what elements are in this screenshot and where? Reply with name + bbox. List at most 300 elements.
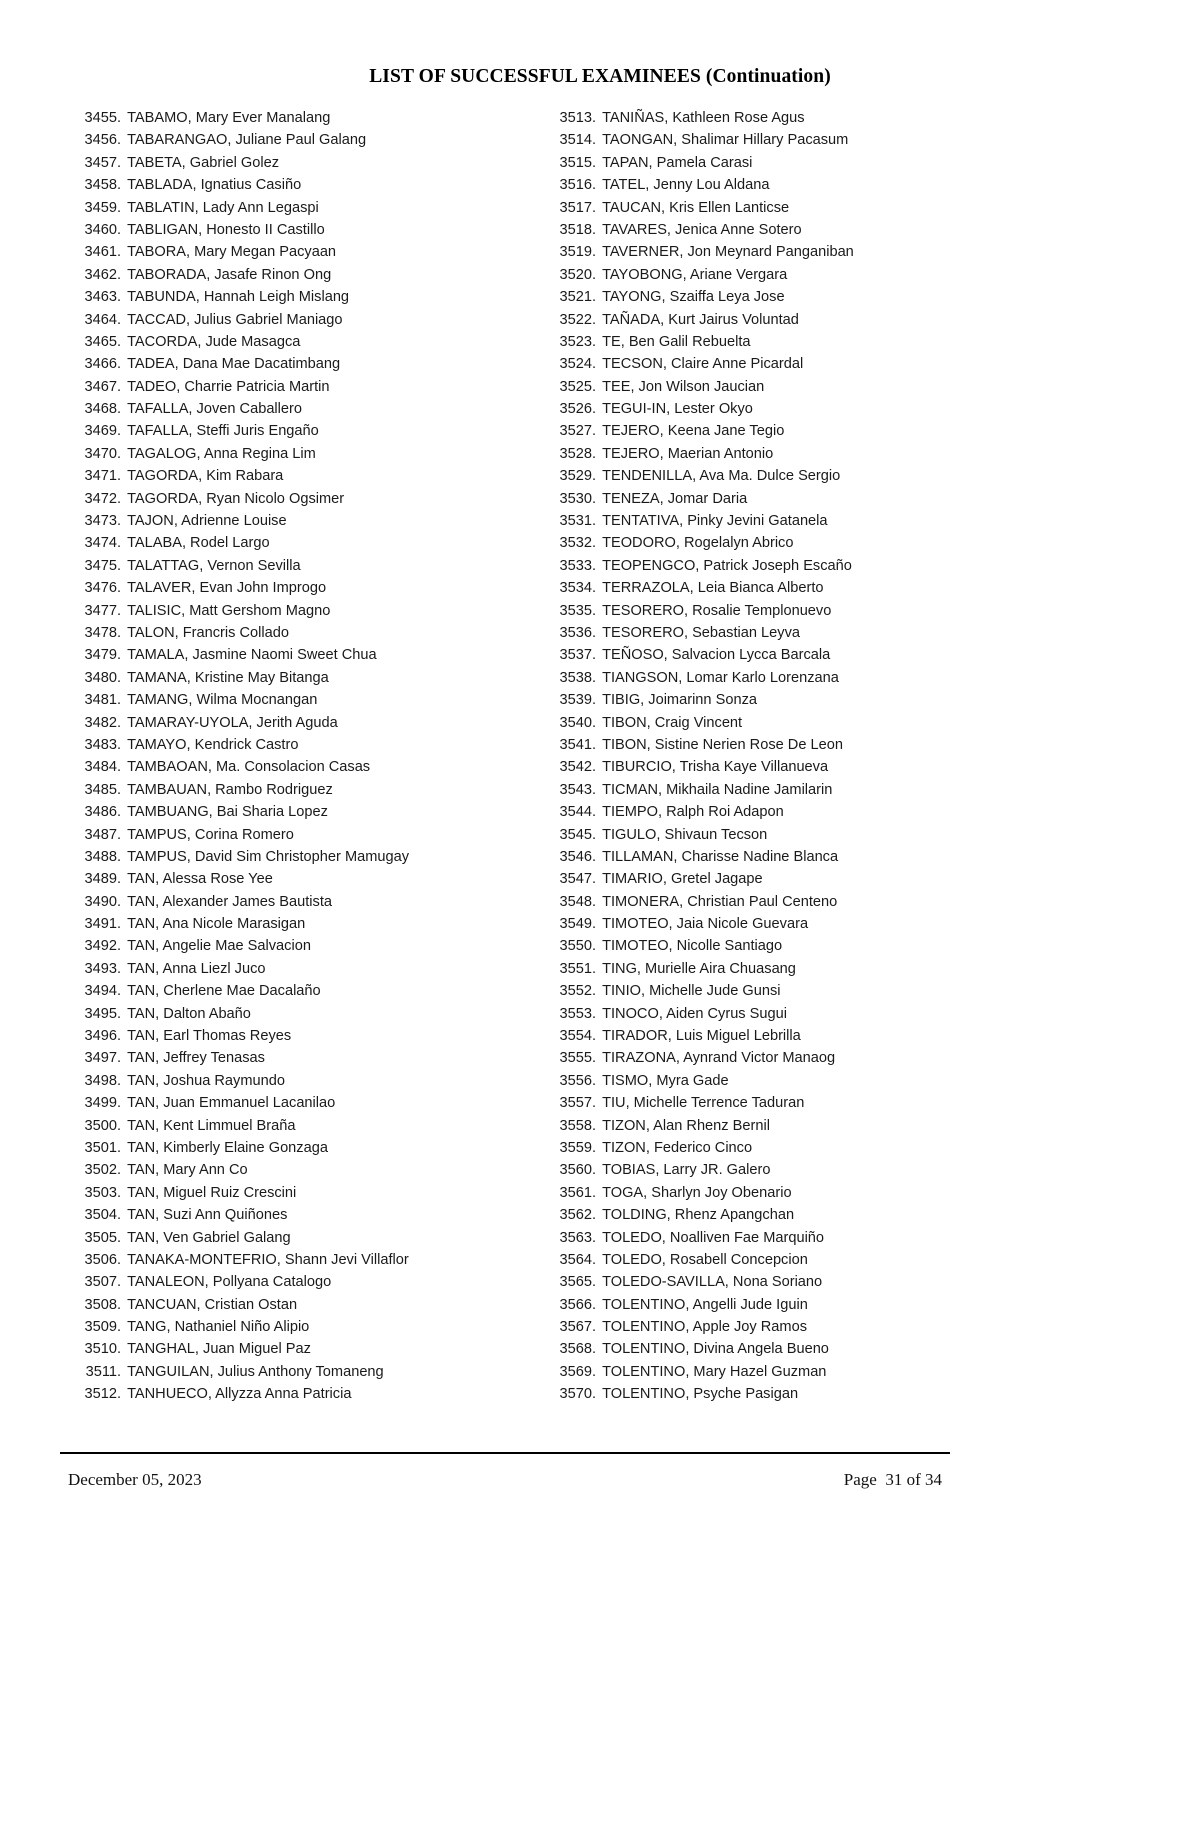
examinee-entry bbox=[543, 868, 1003, 890]
examinee-name: TABLATIN, Lady Ann Legaspi bbox=[127, 199, 319, 216]
examinee-name: TEJERO, Maerian Antonio bbox=[602, 445, 774, 462]
examinee-entry bbox=[543, 510, 1003, 532]
examinee-entry bbox=[68, 465, 508, 487]
examinee-number-separator: . bbox=[592, 602, 597, 619]
examinee-number-separator: . bbox=[117, 826, 122, 843]
examinee-number-separator: . bbox=[592, 1072, 597, 1089]
examinee-entry bbox=[68, 353, 508, 375]
examinee-number: 3460 bbox=[84, 221, 117, 238]
examinee-number: 3529 bbox=[559, 468, 592, 485]
examinee-number-separator: . bbox=[592, 289, 597, 306]
examinee-number: 3521 bbox=[559, 289, 592, 306]
examinee-entry bbox=[68, 1025, 508, 1047]
examinee-number: 3543 bbox=[559, 781, 592, 798]
examinee-name: TAYONG, Szaiffa Leya Jose bbox=[602, 289, 785, 306]
examinee-name: TAMALA, Jasmine Naomi Sweet Chua bbox=[127, 647, 377, 664]
examinee-entry bbox=[543, 152, 1003, 174]
examinee-number: 3465 bbox=[84, 333, 117, 350]
examinee-name: TOGA, Sharlyn Joy Obenario bbox=[602, 1184, 792, 1201]
examinee-number: 3528 bbox=[559, 445, 592, 462]
examinee-entry bbox=[68, 1204, 508, 1226]
examinee-number: 3488 bbox=[84, 848, 117, 865]
examinee-number-separator: . bbox=[117, 356, 122, 373]
examinee-number-separator: . bbox=[592, 333, 597, 350]
examinee-name: TAYOBONG, Ariane Vergara bbox=[602, 266, 788, 283]
examinee-number-separator: . bbox=[117, 513, 122, 530]
examinee-number-separator: . bbox=[592, 423, 597, 440]
examinee-name: TAN, Anna Liezl Juco bbox=[127, 960, 266, 977]
examinee-number: 3470 bbox=[84, 445, 117, 462]
examinee-name: TING, Murielle Aira Chuasang bbox=[602, 960, 796, 977]
examinee-name: TAÑADA, Kurt Jairus Voluntad bbox=[602, 311, 799, 328]
examinee-entry bbox=[68, 1137, 508, 1159]
examinee-number: 3560 bbox=[559, 1162, 592, 1179]
examinee-number: 3551 bbox=[559, 960, 592, 977]
examinee-number: 3519 bbox=[559, 244, 592, 261]
examinee-entry bbox=[543, 1070, 1003, 1092]
examinee-name: TOLENTINO, Angelli Jude Iguin bbox=[602, 1296, 808, 1313]
examinee-entry bbox=[68, 152, 508, 174]
examinee-number-separator: . bbox=[592, 266, 597, 283]
examinee-number: 3468 bbox=[84, 401, 117, 418]
examinee-entry bbox=[543, 1383, 1003, 1405]
examinee-number-separator: . bbox=[592, 1229, 597, 1246]
examinee-entry bbox=[68, 958, 508, 980]
examinee-number: 3476 bbox=[84, 580, 117, 597]
examinee-number-separator: . bbox=[592, 557, 597, 574]
examinee-number: 3475 bbox=[84, 557, 117, 574]
examinee-entry bbox=[543, 1182, 1003, 1204]
examinee-name: TIRAZONA, Aynrand Victor Manaog bbox=[602, 1050, 836, 1067]
examinee-number: 3508 bbox=[84, 1296, 117, 1313]
examinee-entry bbox=[543, 353, 1003, 375]
examinee-number-separator: . bbox=[592, 647, 597, 664]
examinee-entry bbox=[68, 1159, 508, 1181]
examinee-number: 3503 bbox=[84, 1184, 117, 1201]
examinee-number-separator: . bbox=[117, 960, 122, 977]
examinee-entry bbox=[68, 667, 508, 689]
examinee-name: TALAVER, Evan John Improgo bbox=[127, 580, 327, 597]
examinee-number: 3531 bbox=[559, 513, 592, 530]
examinee-number-separator: . bbox=[592, 1341, 597, 1358]
examinee-number-separator: . bbox=[117, 714, 122, 731]
examinee-number-separator: . bbox=[117, 154, 122, 171]
examinee-number: 3485 bbox=[84, 781, 117, 798]
examinee-number: 3499 bbox=[84, 1095, 117, 1112]
examinee-number-separator: . bbox=[117, 647, 122, 664]
examinee-number: 3547 bbox=[559, 871, 592, 888]
examinee-name: TESORERO, Rosalie Templonuevo bbox=[602, 602, 832, 619]
examinee-number: 3526 bbox=[559, 401, 592, 418]
examinee-name: TAN, Alexander James Bautista bbox=[127, 893, 333, 910]
examinee-number-separator: . bbox=[592, 177, 597, 194]
examinee-number-separator: . bbox=[592, 848, 597, 865]
examinee-name: TAMBAUAN, Rambo Rodriguez bbox=[127, 781, 333, 798]
examinee-number: 3570 bbox=[559, 1386, 592, 1403]
examinee-entry bbox=[68, 555, 508, 577]
examinee-number: 3511 bbox=[85, 1363, 117, 1380]
examinee-number: 3491 bbox=[84, 916, 117, 933]
examinee-number-separator: . bbox=[592, 445, 597, 462]
examinee-entry bbox=[68, 264, 508, 286]
examinee-number-separator: . bbox=[117, 1207, 122, 1224]
examinee-number: 3496 bbox=[84, 1028, 117, 1045]
examinee-number-separator: . bbox=[117, 938, 122, 955]
examinee-number: 3554 bbox=[559, 1028, 592, 1045]
examinee-entry bbox=[543, 219, 1003, 241]
examinee-name: TINIO, Michelle Jude Gunsi bbox=[602, 983, 781, 1000]
examinee-entry bbox=[68, 219, 508, 241]
examinee-number: 3525 bbox=[559, 378, 592, 395]
examinee-number-separator: . bbox=[592, 1274, 597, 1291]
examinee-name: TAN, Dalton Abaño bbox=[127, 1005, 251, 1022]
examinee-entry bbox=[543, 129, 1003, 151]
examinee-name: TICMAN, Mikhaila Nadine Jamilarin bbox=[602, 781, 833, 798]
examinee-entry bbox=[543, 1137, 1003, 1159]
examinee-number: 3552 bbox=[559, 983, 592, 1000]
examinee-entry bbox=[543, 1361, 1003, 1383]
examinee-entry bbox=[68, 846, 508, 868]
examinee-number-separator: . bbox=[592, 221, 597, 238]
examinee-number: 3536 bbox=[559, 624, 592, 641]
examinee-entry bbox=[68, 488, 508, 510]
examinee-number: 3501 bbox=[84, 1139, 117, 1156]
examinee-number: 3544 bbox=[559, 804, 592, 821]
examinee-number-separator: . bbox=[117, 1162, 122, 1179]
examinee-name: TENTATIVA, Pinky Jevini Gatanela bbox=[602, 513, 828, 530]
examinee-entry bbox=[68, 241, 508, 263]
examinee-number: 3474 bbox=[84, 535, 117, 552]
examinee-name: TIEMPO, Ralph Roi Adapon bbox=[602, 804, 784, 821]
examinee-name: TALATTAG, Vernon Sevilla bbox=[127, 557, 301, 574]
examinee-number: 3558 bbox=[559, 1117, 592, 1134]
examinee-number-separator: . bbox=[592, 624, 597, 641]
examinee-name: TADEA, Dana Mae Dacatimbang bbox=[127, 356, 341, 373]
examinee-name: TOLEDO, Noalliven Fae Marquiño bbox=[602, 1229, 825, 1246]
examinee-number: 3461 bbox=[84, 244, 117, 261]
examinee-name: TABAMO, Mary Ever Manalang bbox=[127, 110, 331, 126]
examinee-number: 3463 bbox=[84, 289, 117, 306]
examinee-number: 3487 bbox=[84, 826, 117, 843]
examinee-entry bbox=[543, 1294, 1003, 1316]
examinee-entry bbox=[68, 398, 508, 420]
examinee-entry bbox=[68, 644, 508, 666]
examinee-name: TABLIGAN, Honesto II Castillo bbox=[127, 221, 325, 238]
examinee-name: TOLENTINO, Divina Angela Bueno bbox=[602, 1341, 829, 1358]
examinee-number-separator: . bbox=[592, 490, 597, 507]
examinee-entry bbox=[543, 376, 1003, 398]
examinee-number-separator: . bbox=[117, 1274, 122, 1291]
examinee-column-right bbox=[543, 107, 1003, 1406]
examinee-number: 3533 bbox=[559, 557, 592, 574]
examinee-name: TAGALOG, Anna Regina Lim bbox=[127, 445, 316, 462]
examinee-entry bbox=[543, 689, 1003, 711]
footer-divider bbox=[60, 1452, 950, 1454]
examinee-entry bbox=[68, 1271, 508, 1293]
examinee-entry bbox=[543, 1227, 1003, 1249]
examinee-number: 3550 bbox=[559, 938, 592, 955]
examinee-number-separator: . bbox=[117, 1229, 122, 1246]
examinee-number: 3556 bbox=[559, 1072, 592, 1089]
examinee-entry bbox=[543, 913, 1003, 935]
examinee-number-separator: . bbox=[592, 714, 597, 731]
examinee-number: 3478 bbox=[84, 624, 117, 641]
examinee-number: 3484 bbox=[84, 759, 117, 776]
examinee-number: 3569 bbox=[559, 1363, 592, 1380]
examinee-name: TIMONERA, Christian Paul Centeno bbox=[602, 893, 838, 910]
examinee-entry bbox=[68, 286, 508, 308]
examinee-entry bbox=[543, 1092, 1003, 1114]
examinee-name: TALABA, Rodel Largo bbox=[127, 535, 270, 552]
examinee-entry bbox=[543, 488, 1003, 510]
examinee-entry bbox=[68, 1182, 508, 1204]
examinee-name: TOBIAS, Larry JR. Galero bbox=[602, 1162, 771, 1179]
examinee-number-separator: . bbox=[117, 289, 122, 306]
examinee-entry bbox=[68, 1092, 508, 1114]
examinee-number-separator: . bbox=[117, 1005, 122, 1022]
examinee-number-separator: . bbox=[117, 804, 122, 821]
examinee-name: TIGULO, Shivaun Tecson bbox=[602, 826, 768, 843]
examinee-number-separator: . bbox=[117, 1341, 122, 1358]
examinee-number-separator: . bbox=[592, 1251, 597, 1268]
examinee-entry bbox=[543, 1316, 1003, 1338]
examinee-name: TACCAD, Julius Gabriel Maniago bbox=[127, 311, 343, 328]
examinee-name: TABLADA, Ignatius Casiño bbox=[127, 177, 302, 194]
examinee-entry bbox=[68, 756, 508, 778]
examinee-number: 3559 bbox=[559, 1139, 592, 1156]
examinee-name: TAONGAN, Shalimar Hillary Pacasum bbox=[602, 132, 849, 149]
examinee-name: TAMBAOAN, Ma. Consolacion Casas bbox=[127, 759, 371, 776]
examinee-number: 3486 bbox=[84, 804, 117, 821]
examinee-number: 3535 bbox=[559, 602, 592, 619]
examinee-number-separator: . bbox=[592, 938, 597, 955]
examinee-number-separator: . bbox=[592, 983, 597, 1000]
examinee-number: 3471 bbox=[84, 468, 117, 485]
examinee-number: 3524 bbox=[559, 356, 592, 373]
examinee-number: 3564 bbox=[559, 1251, 592, 1268]
examinee-name: TALON, Francris Collado bbox=[127, 624, 289, 641]
examinee-number: 3462 bbox=[84, 266, 117, 283]
examinee-name: TOLENTINO, Psyche Pasigan bbox=[602, 1386, 799, 1403]
examinee-name: TERRAZOLA, Leia Bianca Alberto bbox=[602, 580, 824, 597]
examinee-name: TOLENTINO, Mary Hazel Guzman bbox=[602, 1363, 827, 1380]
examinee-name: TALISIC, Matt Gershom Magno bbox=[127, 602, 331, 619]
examinee-number: 3555 bbox=[559, 1050, 592, 1067]
examinee-number: 3509 bbox=[84, 1319, 117, 1336]
examinee-entry bbox=[543, 398, 1003, 420]
examinee-name: TIMOTEO, Jaia Nicole Guevara bbox=[602, 916, 809, 933]
examinee-name: TAGORDA, Kim Rabara bbox=[127, 468, 284, 485]
examinee-number-separator: . bbox=[117, 759, 122, 776]
examinee-name: TABORADA, Jasafe Rinon Ong bbox=[127, 266, 332, 283]
examinee-name: TANG, Nathaniel Niño Alipio bbox=[127, 1319, 310, 1336]
examinee-number: 3504 bbox=[84, 1207, 117, 1224]
examinee-entry bbox=[68, 935, 508, 957]
examinee-number-separator: . bbox=[117, 468, 122, 485]
examinee-number: 3469 bbox=[84, 423, 117, 440]
examinee-number: 3505 bbox=[84, 1229, 117, 1246]
examinee-number-separator: . bbox=[117, 1386, 122, 1403]
examinee-entry bbox=[543, 1338, 1003, 1360]
examinee-number-separator: . bbox=[592, 759, 597, 776]
examinee-number: 3516 bbox=[559, 177, 592, 194]
examinee-number-separator: . bbox=[592, 110, 597, 126]
examinee-name: TAMANG, Wilma Mocnangan bbox=[127, 692, 318, 709]
examinee-entry bbox=[68, 1338, 508, 1360]
examinee-entry bbox=[543, 667, 1003, 689]
examinee-entry bbox=[543, 846, 1003, 868]
examinee-entry bbox=[68, 622, 508, 644]
examinee-name: TAN, Jeffrey Tenasas bbox=[127, 1050, 265, 1067]
examinee-number: 3522 bbox=[559, 311, 592, 328]
examinee-entry bbox=[543, 555, 1003, 577]
examinee-name: TABUNDA, Hannah Leigh Mislang bbox=[127, 289, 350, 306]
examinee-number-separator: . bbox=[117, 736, 122, 753]
examinee-number-separator: . bbox=[117, 983, 122, 1000]
examinee-number-separator: . bbox=[592, 1028, 597, 1045]
examinee-number: 3456 bbox=[84, 132, 117, 149]
examinee-name: TIRADOR, Luis Miguel Lebrilla bbox=[602, 1028, 801, 1045]
examinee-number: 3493 bbox=[84, 960, 117, 977]
examinee-name: TOLEDO, Rosabell Concepcion bbox=[602, 1251, 808, 1268]
examinee-name: TANCUAN, Cristian Ostan bbox=[127, 1296, 298, 1313]
examinee-number-separator: . bbox=[592, 1117, 597, 1134]
examinee-name: TANAKA-MONTEFRIO, Shann Jevi Villaflor bbox=[127, 1251, 409, 1268]
examinee-number: 3515 bbox=[559, 154, 592, 171]
examinee-number: 3472 bbox=[84, 490, 117, 507]
examinee-number: 3562 bbox=[559, 1207, 592, 1224]
examinee-number-separator: . bbox=[592, 669, 597, 686]
examinee-number-separator: . bbox=[592, 580, 597, 597]
examinee-number-separator: . bbox=[117, 1095, 122, 1112]
examinee-number-separator: . bbox=[592, 960, 597, 977]
examinee-number: 3481 bbox=[84, 692, 117, 709]
examinee-number-separator: . bbox=[117, 624, 122, 641]
examinee-entry bbox=[543, 1115, 1003, 1137]
examinee-number: 3540 bbox=[559, 714, 592, 731]
examinee-number: 3537 bbox=[559, 647, 592, 664]
examinee-number-separator: . bbox=[117, 378, 122, 395]
examinee-entry bbox=[543, 577, 1003, 599]
footer-page-number: Page 31 of 34 bbox=[843, 1470, 942, 1489]
examinee-entry bbox=[68, 824, 508, 846]
examinee-entry bbox=[543, 286, 1003, 308]
examinee-name: TABETA, Gabriel Golez bbox=[127, 154, 279, 171]
examinee-number-separator: . bbox=[117, 401, 122, 418]
examinee-name: TAMARAY-UYOLA, Jerith Aguda bbox=[127, 714, 338, 731]
examinee-entry bbox=[68, 1003, 508, 1025]
examinee-entry bbox=[543, 734, 1003, 756]
examinee-entry bbox=[68, 891, 508, 913]
examinee-number-separator: . bbox=[592, 1386, 597, 1403]
examinee-name: TAMBUANG, Bai Sharia Lopez bbox=[127, 804, 328, 821]
examinee-entry bbox=[68, 510, 508, 532]
examinee-number-separator: . bbox=[117, 535, 122, 552]
examinee-number: 3490 bbox=[84, 893, 117, 910]
examinee-number: 3565 bbox=[559, 1274, 592, 1291]
examinee-entry bbox=[543, 891, 1003, 913]
examinee-name: TIZON, Federico Cinco bbox=[602, 1139, 753, 1156]
examinee-name: TAFALLA, Steffi Juris Engaño bbox=[127, 423, 319, 440]
examinee-name: TAUCAN, Kris Ellen Lanticse bbox=[602, 199, 790, 216]
examinee-number-separator: . bbox=[117, 1028, 122, 1045]
examinee-number: 3513 bbox=[559, 110, 592, 126]
examinee-name: TAMPUS, Corina Romero bbox=[127, 826, 294, 843]
examinee-entry bbox=[68, 376, 508, 398]
examinee-number-separator: . bbox=[592, 356, 597, 373]
examinee-name: TAJON, Adrienne Louise bbox=[127, 513, 287, 530]
examinee-number-separator: . bbox=[117, 871, 122, 888]
examinee-number-separator: . bbox=[592, 513, 597, 530]
examinee-entry bbox=[68, 309, 508, 331]
examinee-number: 3534 bbox=[559, 580, 592, 597]
examinee-entry bbox=[543, 331, 1003, 353]
examinee-number-separator: . bbox=[117, 1072, 122, 1089]
examinee-entry bbox=[68, 712, 508, 734]
examinee-number-separator: . bbox=[592, 1139, 597, 1156]
examinee-number: 3518 bbox=[559, 221, 592, 238]
examinee-number: 3497 bbox=[84, 1050, 117, 1067]
examinee-entry bbox=[543, 241, 1003, 263]
examinee-entry bbox=[543, 1249, 1003, 1271]
examinee-number-separator: . bbox=[117, 1117, 122, 1134]
examinee-name: TIBON, Craig Vincent bbox=[602, 714, 743, 731]
examinee-number: 3561 bbox=[559, 1184, 592, 1201]
examinee-name: TAMPUS, David Sim Christopher Mamugay bbox=[127, 848, 410, 865]
examinee-number-separator: . bbox=[117, 848, 122, 865]
examinee-name: TAN, Joshua Raymundo bbox=[127, 1072, 285, 1089]
examinee-entry bbox=[68, 443, 508, 465]
examinee-number: 3517 bbox=[559, 199, 592, 216]
examinee-number-separator: . bbox=[592, 1095, 597, 1112]
examinee-number-separator: . bbox=[592, 871, 597, 888]
examinee-entry bbox=[68, 107, 508, 129]
examinee-number: 3568 bbox=[559, 1341, 592, 1358]
examinee-name: TAVERNER, Jon Meynard Panganiban bbox=[602, 244, 854, 261]
examinee-number-separator: . bbox=[592, 736, 597, 753]
examinee-entry bbox=[543, 107, 1003, 129]
examinee-entry bbox=[68, 600, 508, 622]
examinee-name: TIBIG, Joimarinn Sonza bbox=[602, 692, 757, 709]
examinee-entry bbox=[543, 600, 1003, 622]
examinee-name: TABORA, Mary Megan Pacyaan bbox=[127, 244, 337, 261]
examinee-number-separator: . bbox=[117, 199, 122, 216]
examinee-number-separator: . bbox=[117, 1251, 122, 1268]
examinee-number-separator: . bbox=[117, 1319, 122, 1336]
examinee-number-separator: . bbox=[592, 535, 597, 552]
examinee-number: 3492 bbox=[84, 938, 117, 955]
examinee-name: TAVARES, Jenica Anne Sotero bbox=[602, 221, 802, 238]
examinee-number: 3541 bbox=[559, 736, 592, 753]
examinee-number-separator: . bbox=[592, 311, 597, 328]
examinee-entry bbox=[68, 868, 508, 890]
examinee-entry bbox=[543, 644, 1003, 666]
examinee-number: 3532 bbox=[559, 535, 592, 552]
examinee-number-separator: . bbox=[117, 1050, 122, 1067]
examinee-name: TINOCO, Aiden Cyrus Sugui bbox=[602, 1005, 787, 1022]
examinee-name: TAN, Ven Gabriel Galang bbox=[127, 1229, 291, 1246]
examinee-number-separator: . bbox=[117, 311, 122, 328]
examinee-number: 3455 bbox=[84, 110, 117, 126]
examinee-number-separator: . bbox=[117, 1139, 122, 1156]
examinee-number-separator: . bbox=[117, 490, 122, 507]
examinee-number: 3545 bbox=[559, 826, 592, 843]
examinee-name: TAN, Alessa Rose Yee bbox=[127, 871, 273, 888]
examinee-name: TAN, Mary Ann Co bbox=[127, 1162, 248, 1179]
examinee-entry bbox=[543, 712, 1003, 734]
examinee-name: TAN, Suzi Ann Quiñones bbox=[127, 1207, 288, 1224]
examinee-number-separator: . bbox=[117, 244, 122, 261]
